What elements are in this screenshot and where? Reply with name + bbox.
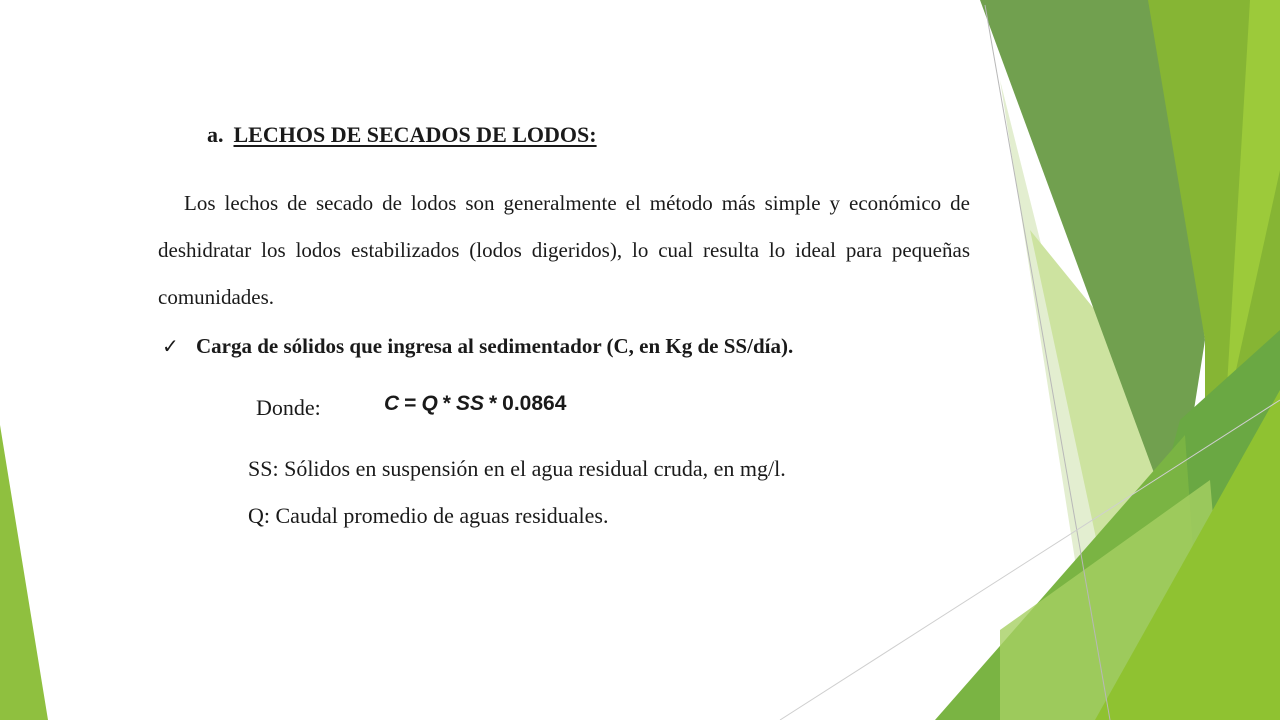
formula-equation [384,392,566,416]
section-heading [207,122,597,148]
bullet-text: Carga de sólidos que ingresa al sedimentador (C, en Kg de SS/día). [196,334,794,358]
checkmark-icon: ✓ [162,334,179,358]
formula-multiply-2: * [488,392,498,415]
formula-var-q: Q [421,392,438,415]
definition-q: Q: Caudal promedio de aguas residuales. [248,503,609,528]
formula-equals: = [404,392,417,415]
bullet-item [162,334,793,359]
definition-ss: SS: Sólidos en suspensión en el agua residual cruda, en mg/l. [248,456,786,481]
formula-constant: 0.0864 [502,392,567,415]
intro-paragraph: Los lechos de secado de lodos son generalmente el método más simple y económico de deshidratar los lodos estabilizados (lodos digeridos), lo cual resulta lo ideal para pequeñas comunidades. [158,191,970,309]
formula-multiply-1: * [442,392,451,415]
formula-lhs: C [384,392,400,415]
formula-var-ss: SS [455,392,484,415]
formula-label: Donde: [256,395,321,420]
list-marker: a. [207,122,224,147]
section-title: LECHOS DE SECADOS DE LODOS: [233,122,597,147]
